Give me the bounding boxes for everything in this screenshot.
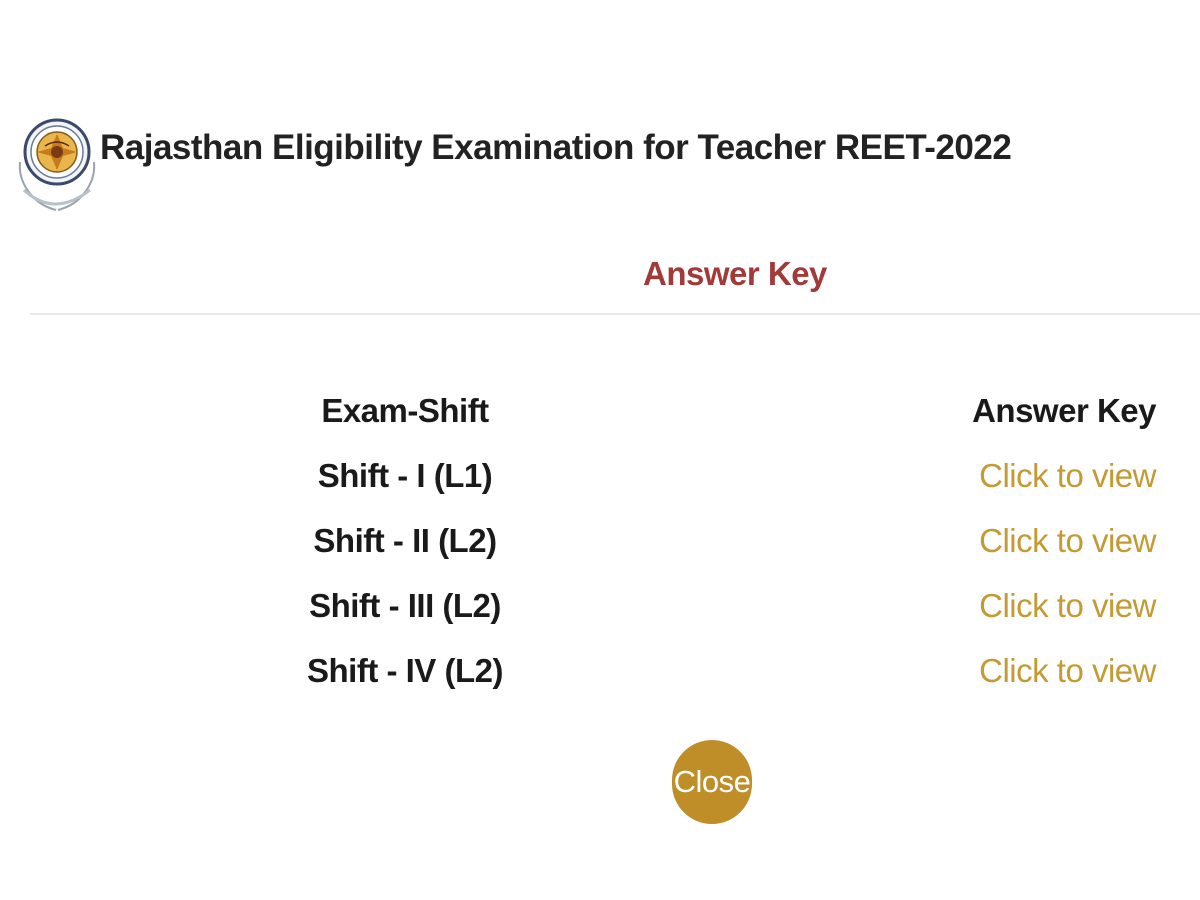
close-button[interactable]: Close: [672, 740, 752, 824]
column-header-answer-key: Answer Key: [972, 392, 1156, 429]
answer-key-table: [0, 385, 1200, 710]
shift-label: Shift - II (L2): [313, 522, 497, 559]
view-answer-key-link[interactable]: Click to view: [979, 522, 1156, 559]
table-row: [0, 450, 1200, 515]
table-row: [0, 580, 1200, 645]
board-seal-icon: [14, 92, 100, 220]
view-answer-key-link[interactable]: Click to view: [979, 457, 1156, 494]
divider: [30, 313, 1200, 315]
shift-label: Shift - IV (L2): [307, 652, 503, 689]
view-answer-key-link[interactable]: Click to view: [979, 652, 1156, 689]
table-row: [0, 515, 1200, 580]
section-header: [0, 255, 1200, 305]
view-answer-key-link[interactable]: Click to view: [979, 587, 1156, 624]
shift-label: Shift - I (L1): [317, 457, 493, 494]
column-header-exam-shift: Exam-Shift: [321, 392, 489, 429]
section-title: Answer Key: [643, 255, 827, 292]
header: [14, 92, 1011, 220]
table-header-row: [0, 385, 1200, 450]
shift-label: Shift - III (L2): [309, 587, 501, 624]
site-title: Rajasthan Eligibility Examination for Teacher REET-2022: [100, 128, 1012, 167]
table-row: [0, 645, 1200, 710]
